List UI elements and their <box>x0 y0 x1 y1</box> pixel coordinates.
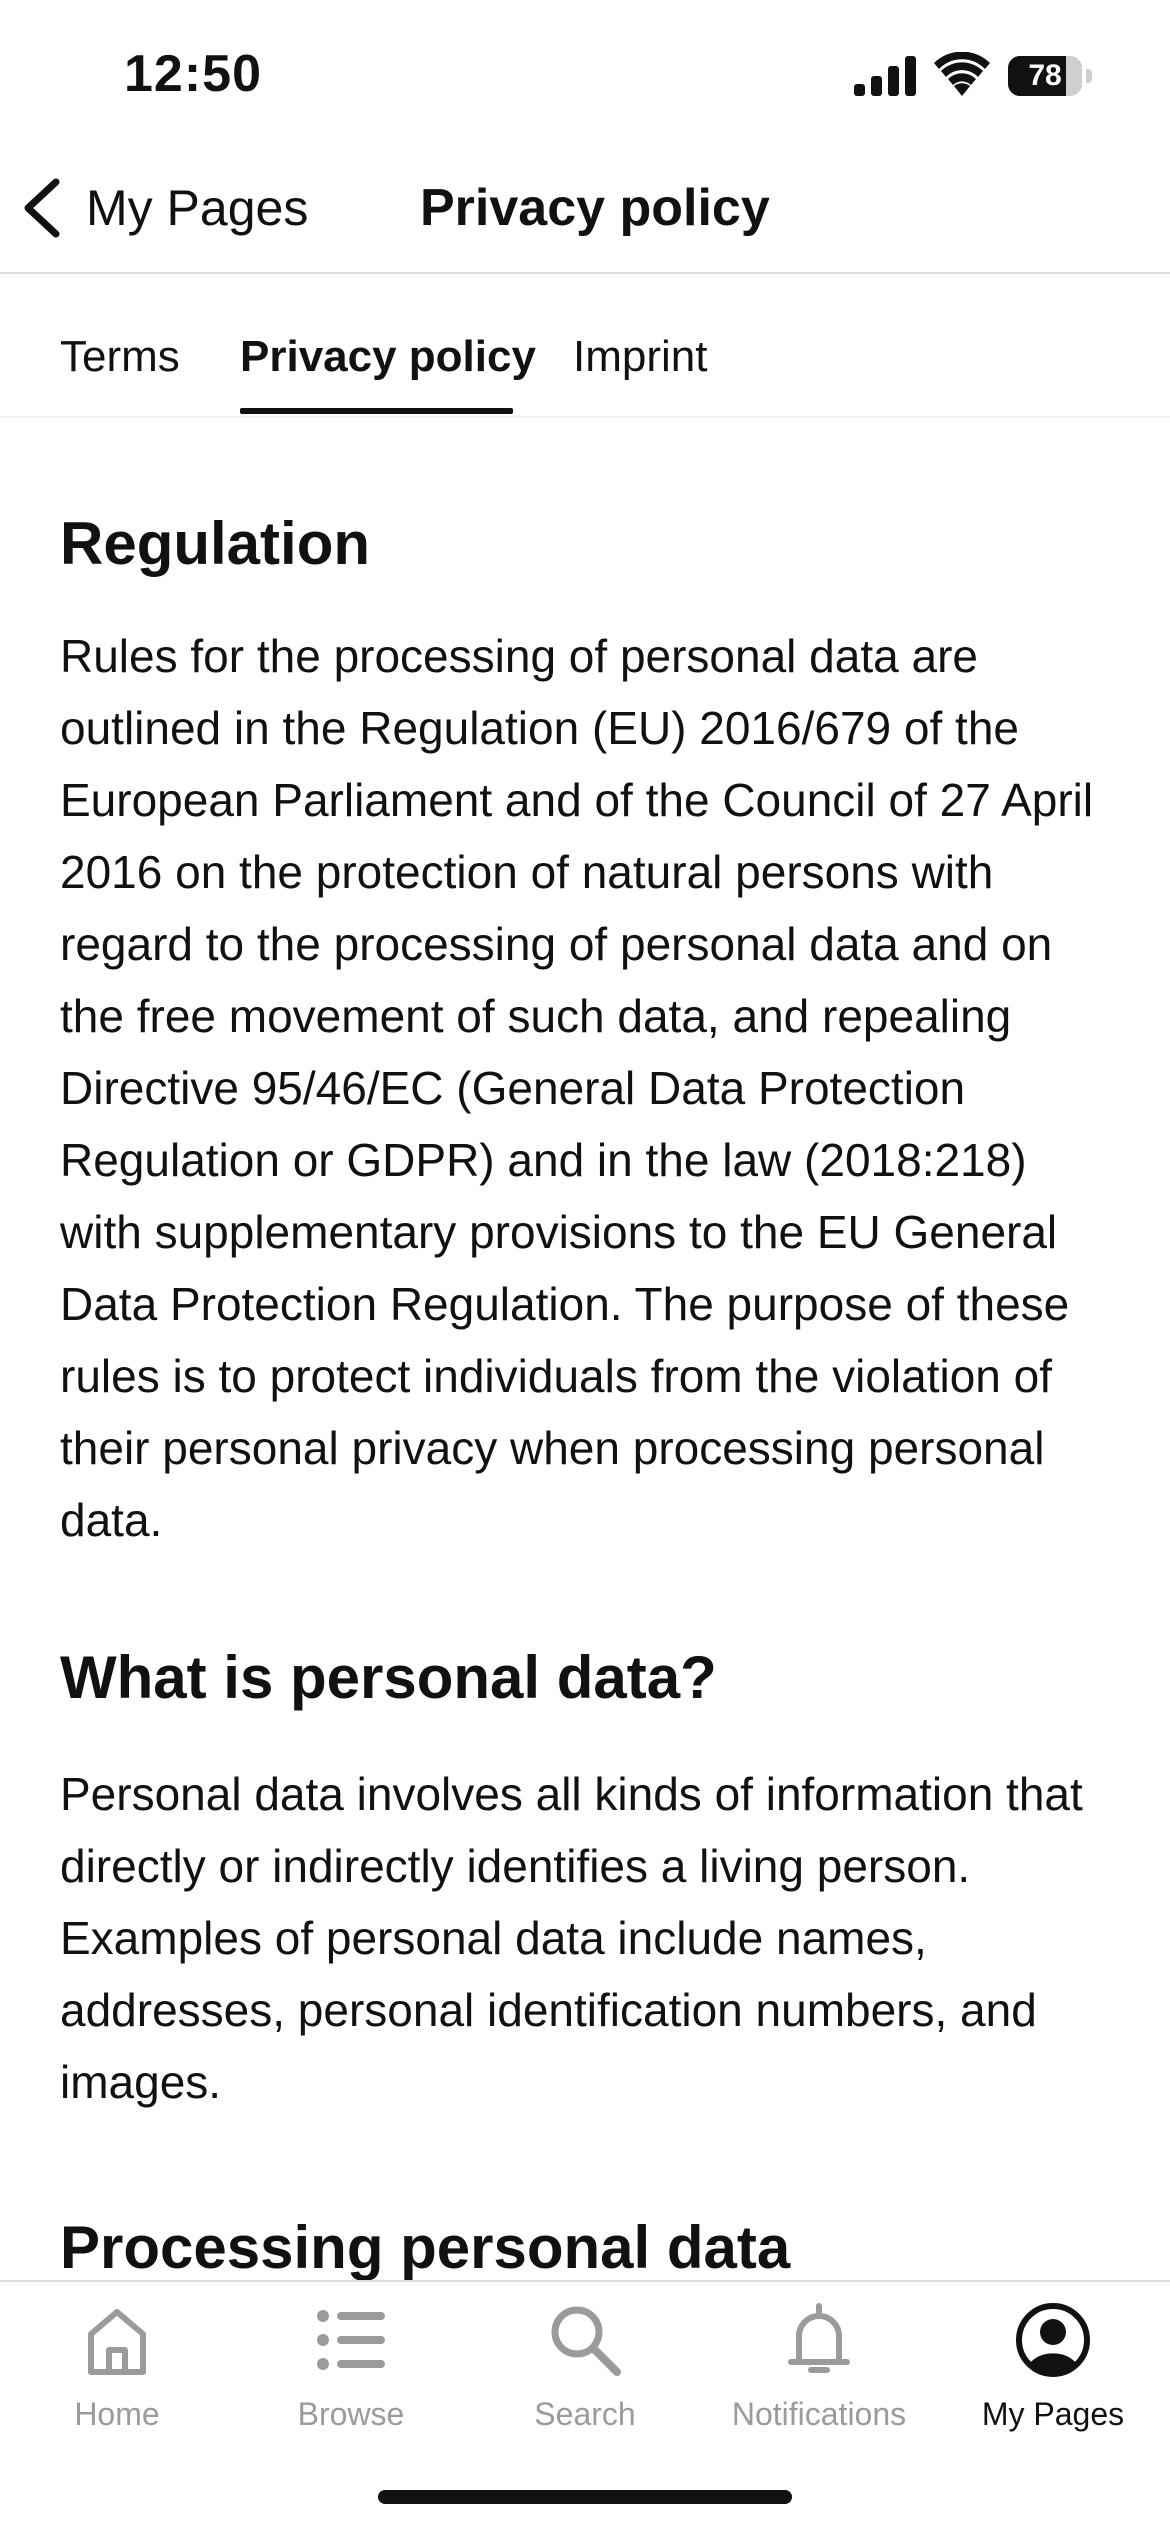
tab-bar-browse-label: Browse <box>297 2396 405 2432</box>
tab-bar-home[interactable] <box>0 2302 234 2452</box>
status-time: 12:50 <box>124 45 262 103</box>
back-button[interactable] <box>20 172 308 244</box>
battery-cap <box>1086 69 1092 83</box>
tab-bar-notifications-label: Notifications <box>731 2396 907 2432</box>
tab-bar-search-label: Search <box>534 2396 636 2432</box>
tab-imprint[interactable]: Imprint <box>573 332 708 381</box>
section-body-regulation: Rules for the processing of personal data are outlined in the Regulation (EU) 2016/679 of the European Parliament and of the Council of 27 April 2016 on the protection of natural persons with regard to the processing of personal data and on the free movement of such data, and repealing Directive 95/46/EC (General Data Protection Regulation or GDPR) and in the law (2018:218) with supplementary provisions to the EU General Data Protection Regulation. The purpose of these rules is to protect individuals from the violation of their personal privacy when processing personal data. <box>60 630 1094 1546</box>
tab-privacy-policy[interactable]: Privacy policy <box>240 332 536 381</box>
section-heading-processing: Processing personal data <box>60 2214 791 2280</box>
tab-bar-browse[interactable] <box>234 2302 468 2452</box>
navigation-header <box>0 150 1170 274</box>
list-icon <box>313 2302 389 2378</box>
search-icon <box>547 2302 623 2378</box>
tab-bar-notifications[interactable] <box>702 2302 936 2452</box>
tab-terms[interactable]: Terms <box>60 332 180 381</box>
cellular-signal-icon <box>854 56 916 96</box>
tab-bar-my-pages-label: My Pages <box>981 2396 1125 2432</box>
battery-icon <box>1008 56 1092 96</box>
back-label: My Pages <box>86 180 309 236</box>
tab-strip <box>0 274 1170 418</box>
wifi-icon <box>934 52 990 96</box>
battery-body <box>1008 56 1082 96</box>
tab-bar-search[interactable] <box>468 2302 702 2452</box>
home-icon <box>79 2302 155 2378</box>
section-heading-regulation: Regulation <box>60 510 370 577</box>
tab-bar-home-label: Home <box>74 2396 160 2432</box>
section-body-personal-data: Personal data involves all kinds of information that directly or indirectly identifies a living person. Examples of personal data include names, addresses, personal identification numbers, and images. <box>60 1768 1083 2108</box>
active-tab-indicator <box>240 408 513 414</box>
page-title: Privacy policy <box>420 179 770 237</box>
chevron-left-icon <box>20 176 64 240</box>
profile-icon <box>1015 2302 1091 2378</box>
section-heading-personal-data: What is personal data? <box>60 1644 717 1711</box>
battery-level: 78 <box>1028 59 1062 92</box>
tab-bar-my-pages[interactable] <box>936 2302 1170 2452</box>
bell-icon <box>781 2302 857 2378</box>
home-indicator <box>378 2490 792 2504</box>
status-bar <box>0 0 1170 150</box>
policy-content[interactable] <box>60 420 1120 2280</box>
